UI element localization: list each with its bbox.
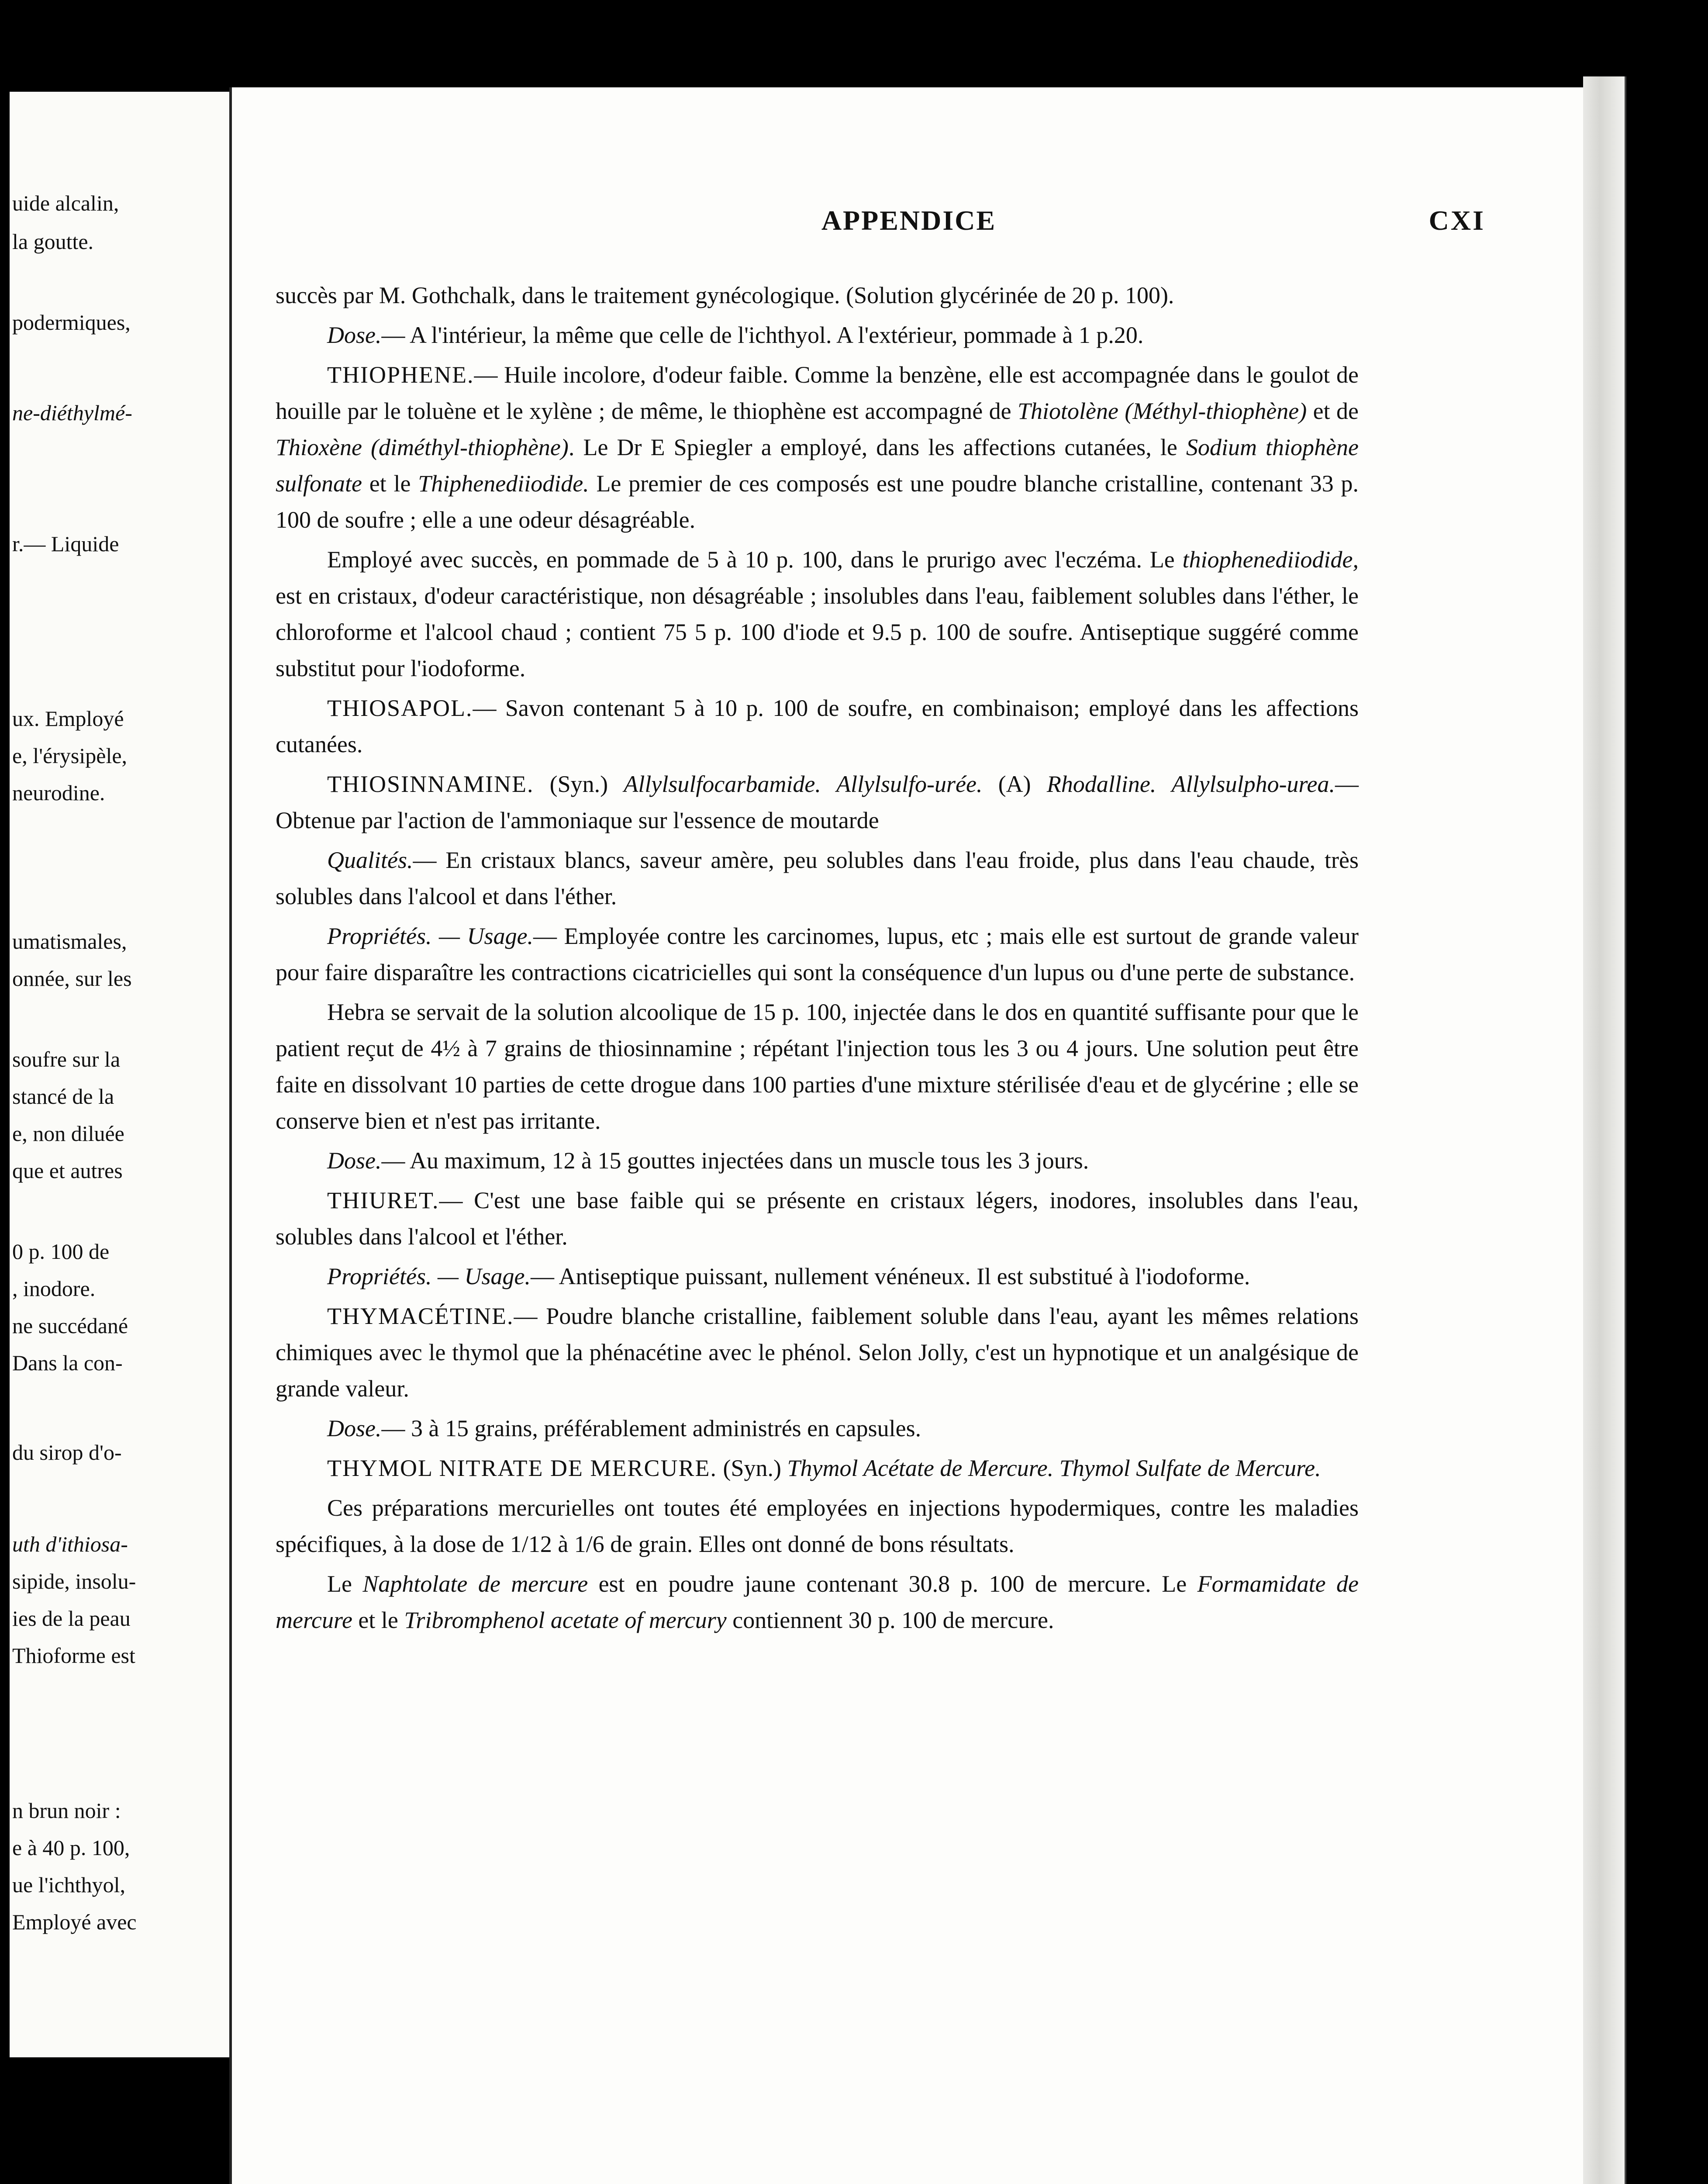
term: Tribromphenol acetate of mercury — [404, 1607, 727, 1633]
paragraph-text: — Au maximum, 12 à 15 gouttes injectées dans un muscle tous les 3 jours. — [381, 1147, 1089, 1174]
left-page-fragment: ne succédané — [12, 1313, 128, 1338]
left-page-strip — [10, 92, 230, 2057]
left-page-fragment: neurodine. — [12, 781, 105, 805]
entry-thymacetine — [276, 1298, 1359, 1407]
text-block — [276, 277, 1359, 1642]
left-page-fragment: sipide, insolu- — [12, 1569, 136, 1593]
left-page-fragment: ies de la peau — [12, 1606, 131, 1631]
paragraph-text: . Le Dr E Spiegler a employé, dans les affections cutanées, le — [568, 434, 1186, 460]
section-label: Propriétés. — Usage. — [327, 1263, 531, 1289]
paragraph-dose-3 — [276, 1410, 1359, 1447]
paragraph-employe — [276, 542, 1359, 687]
paragraph-hebra — [276, 994, 1359, 1139]
paragraph-text: — 3 à 15 grains, préférablement administrés en capsules. — [381, 1415, 921, 1441]
paragraph-text: Ces préparations mercurielles ont toutes été employées en injections hypodermiques, contre les maladies spécifiques, à la dose de 1/12 à 1/6 de grain. Elles ont donné de bons résultats. — [276, 1495, 1359, 1557]
paragraph-text: (Syn.) — [723, 1455, 781, 1481]
paragraph-proprietes — [276, 918, 1359, 991]
page-edge — [1583, 76, 1626, 2184]
paragraph-text: et le — [362, 470, 418, 497]
paragraph-naphtolate — [276, 1566, 1359, 1638]
term: Allylsulfocarbamide. Allylsulfo-urée. — [624, 771, 983, 797]
left-page-fragment: uth d'ithiosa- — [12, 1532, 128, 1556]
term: Naphtolate de mercure — [362, 1571, 588, 1597]
left-page-fragment: Employé avec — [12, 1910, 137, 1934]
entry-thiophene — [276, 357, 1359, 538]
paragraph-text: Le — [327, 1571, 363, 1597]
left-page-fragment: la goutte. — [12, 229, 94, 254]
paragraph-text: — C'est une base faible qui se présente en cristaux légers, inodores, insolubles dans l'eau, solubles dans l'alcool et l'éther. — [276, 1187, 1359, 1250]
term: Sodium thiophène sulfonate — [276, 434, 1359, 497]
entry-heading: THIOPHENE. — [327, 362, 474, 388]
left-page-fragment: Thioforme est — [12, 1643, 135, 1668]
left-page-fragment: ne-diéthylmé- — [12, 401, 132, 425]
entry-thiosapol — [276, 690, 1359, 763]
paragraph-intro — [276, 277, 1359, 314]
paragraph-text: contiennent 30 p. 100 de mercure. — [726, 1607, 1054, 1633]
entry-thiosinnamine — [276, 766, 1359, 839]
left-page-fragment: e, non diluée — [12, 1121, 124, 1146]
paragraph-dose — [276, 317, 1359, 353]
left-page-fragment: onnée, sur les — [12, 966, 132, 991]
entry-heading: THIOSAPOL. — [327, 695, 473, 721]
entry-thiuret — [276, 1182, 1359, 1255]
left-page-fragment: e, l'érysipèle, — [12, 743, 128, 768]
paragraph-text: (A) — [998, 771, 1031, 797]
left-page-fragment: umatismales, — [12, 929, 127, 954]
paragraph-text: Employé avec succès, en pommade de 5 à 10 p. 100, dans le prurigo avec l'eczéma. Le — [327, 546, 1183, 573]
left-page-fragment: stancé de la — [12, 1084, 114, 1109]
paragraph-text: succès par M. Gothchalk, dans le traitement gynécologique. (Solution glycérinée de 20 p. 100). — [276, 282, 1174, 308]
paragraph-text: Le premier de ces composés est une poudre blanche cristalline, contenant 33 p. 100 de soufre ; elle a une odeur désagréable. — [276, 470, 1359, 533]
paragraph-text: — Savon contenant 5 à 10 p. 100 de soufre, en combinaison; employé dans les affections cutanées. — [276, 695, 1359, 757]
paragraph-text: (Syn.) — [549, 771, 608, 797]
term: Thiotolène — [1018, 398, 1118, 424]
paragraph-text: — Obtenue par l'action de l'ammoniaque sur l'essence de moutarde — [276, 771, 1359, 833]
paragraph-proprietes-2 — [276, 1258, 1359, 1295]
paragraph-text: et le — [352, 1607, 404, 1633]
entry-heading: THYMOL NITRATE DE MERCURE. — [327, 1455, 717, 1481]
left-page-fragment: ue l'ichthyol, — [12, 1873, 125, 1897]
term: (Méthyl-thiophène) — [1125, 398, 1307, 424]
paragraph-text: — A l'intérieur, la même que celle de l'ichthyol. A l'extérieur, pommade à 1 p.20. — [381, 322, 1144, 348]
left-page-fragment: e à 40 p. 100, — [12, 1835, 130, 1860]
section-label: Qualités. — [327, 847, 413, 873]
left-page-fragment: n brun noir : — [12, 1798, 121, 1823]
page-header — [232, 204, 1586, 239]
dose-label: Dose. — [327, 1415, 382, 1441]
paragraph-preparations — [276, 1490, 1359, 1562]
term: (diméthyl-thiophène) — [371, 434, 569, 460]
left-page-fragment: podermiques, — [12, 310, 131, 335]
page-number: CXI — [1429, 205, 1485, 236]
running-title: APPENDICE — [821, 205, 997, 236]
paragraph-text: est en cristaux, d'odeur caractéristique, non désagréable ; insolubles dans l'eau, faiblement solubles dans l'éther, le chloroforme et l'alcool chaud ; contient 75 5 p. 100 d'iode et 9.5 p. 100 de soufre. Antiseptique suggéré comme substitut pour l'iodoforme. — [276, 583, 1359, 681]
left-page-fragment: que et autres — [12, 1158, 123, 1183]
entry-thymol — [276, 1450, 1359, 1486]
paragraph-text: Hebra se servait de la solution alcoolique de 15 p. 100, injectée dans le dos en quantité suffisante pour que le patient reçut de 4½ à 7 grains de thiosinnamine ; répétant l'injection tous les 3 ou 4 jours. Une solution peut être faite en dissolvant 10 parties de cette drogue dans 100 parties d'une mixture stérilisée d'eau et de glycérine ; elle se conserve bien et n'est pas irritante. — [276, 999, 1359, 1134]
left-page-fragment: du sirop d'o- — [12, 1440, 122, 1465]
dose-label: Dose. — [327, 322, 382, 348]
left-page-fragment: , inodore. — [12, 1276, 96, 1301]
paragraph-dose-2 — [276, 1143, 1359, 1179]
paragraph-text: est en poudre jaune contenant 30.8 p. 100 de mercure. Le — [588, 1571, 1197, 1597]
left-page-fragment: r.— Liquide — [12, 532, 119, 556]
paragraph-text: — Huile incolore, d'odeur faible. Comme la benzène, elle est accompagnée dans le goulot de houille par le toluène et le xylène ; de même, le thiophène est accompagné de — [276, 362, 1359, 424]
entry-heading: THIURET. — [327, 1187, 439, 1213]
term: Thioxène — [276, 434, 362, 460]
entry-heading: THIOSINNAMINE. — [327, 771, 534, 797]
term: Thiphenediiodide. — [418, 470, 589, 497]
term: Rhodalline. Allylsulpho-urea. — [1046, 771, 1335, 797]
paragraph-text: et de — [1307, 398, 1359, 424]
entry-heading: THYMACÉTINE. — [327, 1303, 514, 1329]
left-page-fragment: uide alcalin, — [12, 191, 119, 215]
left-page-fragment: ux. Employé — [12, 706, 124, 731]
paragraph-qualites — [276, 842, 1359, 915]
section-label: Propriétés. — Usage. — [327, 923, 534, 949]
term: Formamidate de mercure — [276, 1571, 1359, 1633]
paragraph-text: — Poudre blanche cristalline, faiblement soluble dans l'eau, ayant les mêmes relations chimiques avec le thymol que la phénacétine avec le phénol. Selon Jolly, c'est un hypnotique et un analgésique de grande valeur. — [276, 1303, 1359, 1402]
term: Thymol Acétate de Mercure. Thymol Sulfate de Mercure. — [787, 1455, 1321, 1481]
term: thiophenediiodide, — [1182, 546, 1359, 573]
paragraph-text: — En cristaux blancs, saveur amère, peu solubles dans l'eau froide, plus dans l'eau chaude, très solubles dans l'alcool et dans l'éther. — [276, 847, 1359, 909]
main-page — [229, 87, 1586, 2184]
left-page-fragment: Dans la con- — [12, 1351, 123, 1375]
dose-label: Dose. — [327, 1147, 382, 1174]
left-page-fragment: soufre sur la — [12, 1047, 121, 1071]
paragraph-text: — Antiseptique puissant, nullement vénéneux. Il est substitué à l'iodoforme. — [530, 1263, 1250, 1289]
paragraph-text: — Employée contre les carcinomes, lupus, etc ; mais elle est surtout de grande valeur pour faire disparaître les contractions cicatricielles qui sont la conséquence d'un lupus ou d'une perte de substance. — [276, 923, 1359, 985]
left-page-fragment: 0 p. 100 de — [12, 1239, 110, 1264]
